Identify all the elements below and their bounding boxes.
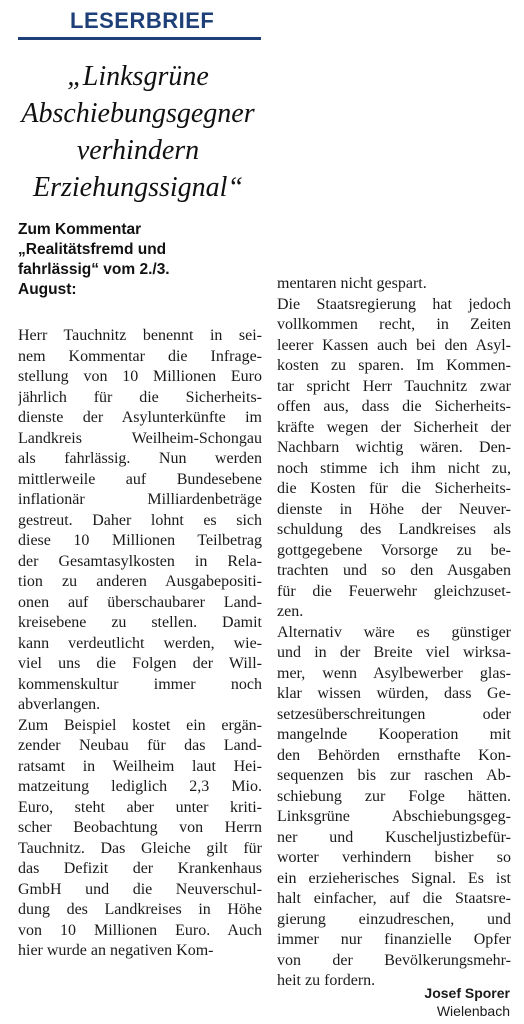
body-line: von 10 Millionen Euro. Auch (18, 921, 262, 939)
body-line: zender Neubau für das Land- (18, 737, 262, 754)
body-line: Linksgrüne Abschiebungsgeg- (277, 808, 511, 825)
headline (0, 58, 276, 206)
kicker-line: „Realitätsfremd und (18, 241, 167, 258)
body-line: tar spricht Herr Tauchnitz zwar (277, 377, 511, 395)
body-line: als fahrlässig. Nun werden (18, 450, 262, 467)
body-line: hier wurde an negativen Kom- (18, 942, 214, 959)
body-line: leerer Kassen auch bei den Asyl- (277, 336, 511, 354)
body-line: für die Feuerwehr gleichzuset- (277, 582, 511, 600)
body-line: mangelnde Kooperation mit (277, 726, 511, 743)
body-line: inflationär Milliardenbeträge (18, 491, 262, 508)
body-line: jährlich für die Sicherheits- (18, 388, 262, 406)
kicker-line: fahrlässig“ vom 2./3. (18, 261, 170, 278)
body-line: Zum Beispiel kostet ein ergän- (18, 716, 262, 734)
body-line: Euro, steht aber unter kriti- (18, 798, 262, 816)
body-line: matzeitung lediglich 2,3 Mio. (18, 778, 262, 795)
body-line: kreisebene zu stellen. Damit (18, 614, 262, 631)
body-line: viel uns die Folgen der Will- (18, 655, 262, 672)
body-line: trachten und so den Ausgaben (277, 562, 511, 579)
body-line: worter verhindern bisher so (277, 849, 511, 866)
headline-line: Erziehungssignal“ (32, 172, 244, 203)
body-line: Die Staatsregierung hat jedoch (277, 295, 511, 313)
body-line: gottgegebene Vorsorge zu be- (277, 541, 511, 559)
body-line: ner und Kuscheljustizbefür- (277, 828, 511, 846)
body-line: setzesüberschreitungen oder (277, 705, 511, 723)
body-line: noch stimme ich ihm nicht zu, (277, 459, 511, 477)
body-line: Tauchnitz. Das Gleiche gilt für (18, 839, 262, 857)
body-line: das Defizit der Krankenhaus (18, 860, 262, 877)
body-line: den Behörden ernsthafte Kon- (277, 746, 511, 764)
body-line: onen auf überschaubarer Land- (18, 593, 262, 611)
body-line: Herr Tauchnitz benennt in sei- (18, 327, 262, 344)
body-line: diese 10 Millionen Teilbetrag (18, 532, 262, 549)
headline-line: „Linksgrüne (67, 61, 209, 92)
kicker-line: Zum Kommentar (18, 221, 142, 238)
body-line: schiebung zur Folge hätten. (277, 787, 511, 805)
body-line: kommenskultur immer noch (18, 675, 262, 693)
body-line: halt einfacher, auf die Staatsre- (277, 890, 511, 907)
body-line: die Kosten für die Sicherheits- (277, 480, 511, 497)
body-line: scher Beobachtung von Herrn (18, 819, 262, 836)
article-reference (18, 220, 268, 300)
author-place: Wielenbach (436, 1003, 510, 1019)
body-line: Alternativ wäre es günstiger (277, 623, 511, 641)
body-line: schuldung des Landkreises als (277, 521, 511, 538)
body-line: nem Kommentar die Infrage- (18, 347, 262, 365)
body-line: kräfte wegen der Sicherheit der (277, 418, 511, 436)
section-label: LESERBRIEF (18, 8, 261, 40)
body-line: zen. (277, 603, 304, 620)
body-line: der Gesamtasylkosten in Rela- (18, 552, 262, 570)
body-line: sequenzen bis zur raschen Ab- (277, 767, 511, 784)
body-line: kann verdeutlicht werden, wie- (18, 634, 262, 652)
body-line: mentaren nicht gespart. (277, 275, 427, 292)
body-line: dienste der Asylunterkünfte im (18, 409, 262, 426)
body-line: kosten zu sparen. Im Kommen- (277, 357, 511, 374)
body-line: stellung von 10 Millionen Euro (18, 368, 262, 385)
body-line: gestreut. Daher lohnt es sich (18, 511, 262, 529)
body-line: und in der Breite viel wirksa- (277, 644, 511, 661)
signature (424, 984, 510, 1020)
body-line: heit zu fordern. (277, 972, 376, 989)
headline-line: verhindern (76, 135, 200, 166)
body-line: klar wissen würden, dass Ge- (277, 685, 511, 702)
body-column-left (18, 326, 262, 962)
headline-line: Abschiebungsgegner (21, 98, 255, 129)
body-line: tion zu anderen Ausgabepositi- (18, 573, 262, 590)
body-line: abverlangen. (18, 696, 101, 713)
body-line: vollkommen recht, in Zeiten (277, 316, 511, 333)
author-name: Josef Sporer (424, 985, 510, 1001)
body-line: immer nur finanzielle Opfer (277, 931, 511, 948)
body-column-right (277, 274, 511, 992)
body-line: mittlerweile auf Bundesebene (18, 470, 262, 488)
body-line: Nachbarn wichtig wären. Den- (277, 439, 511, 456)
body-line: von der Bevölkerungsmehr- (277, 951, 511, 969)
body-line: offen aus, dass die Sicherheits- (277, 398, 511, 415)
body-line: Landkreis Weilheim-Schongau (18, 429, 262, 447)
body-line: dung des Landkreises in Höhe (18, 901, 262, 918)
body-line: gierung einzudreschen, und (277, 910, 511, 928)
body-line: GmbH und die Neuverschul- (18, 880, 262, 898)
body-line: dienste in Höhe der Neuver- (277, 500, 511, 518)
kicker-line: August: (18, 281, 77, 298)
body-line: mer, wenn Asylbewerber glas- (277, 664, 511, 682)
body-line: ratsamt in Weilheim laut Hei- (18, 757, 262, 775)
body-line: ein erzieherisches Signal. Es ist (277, 869, 511, 887)
